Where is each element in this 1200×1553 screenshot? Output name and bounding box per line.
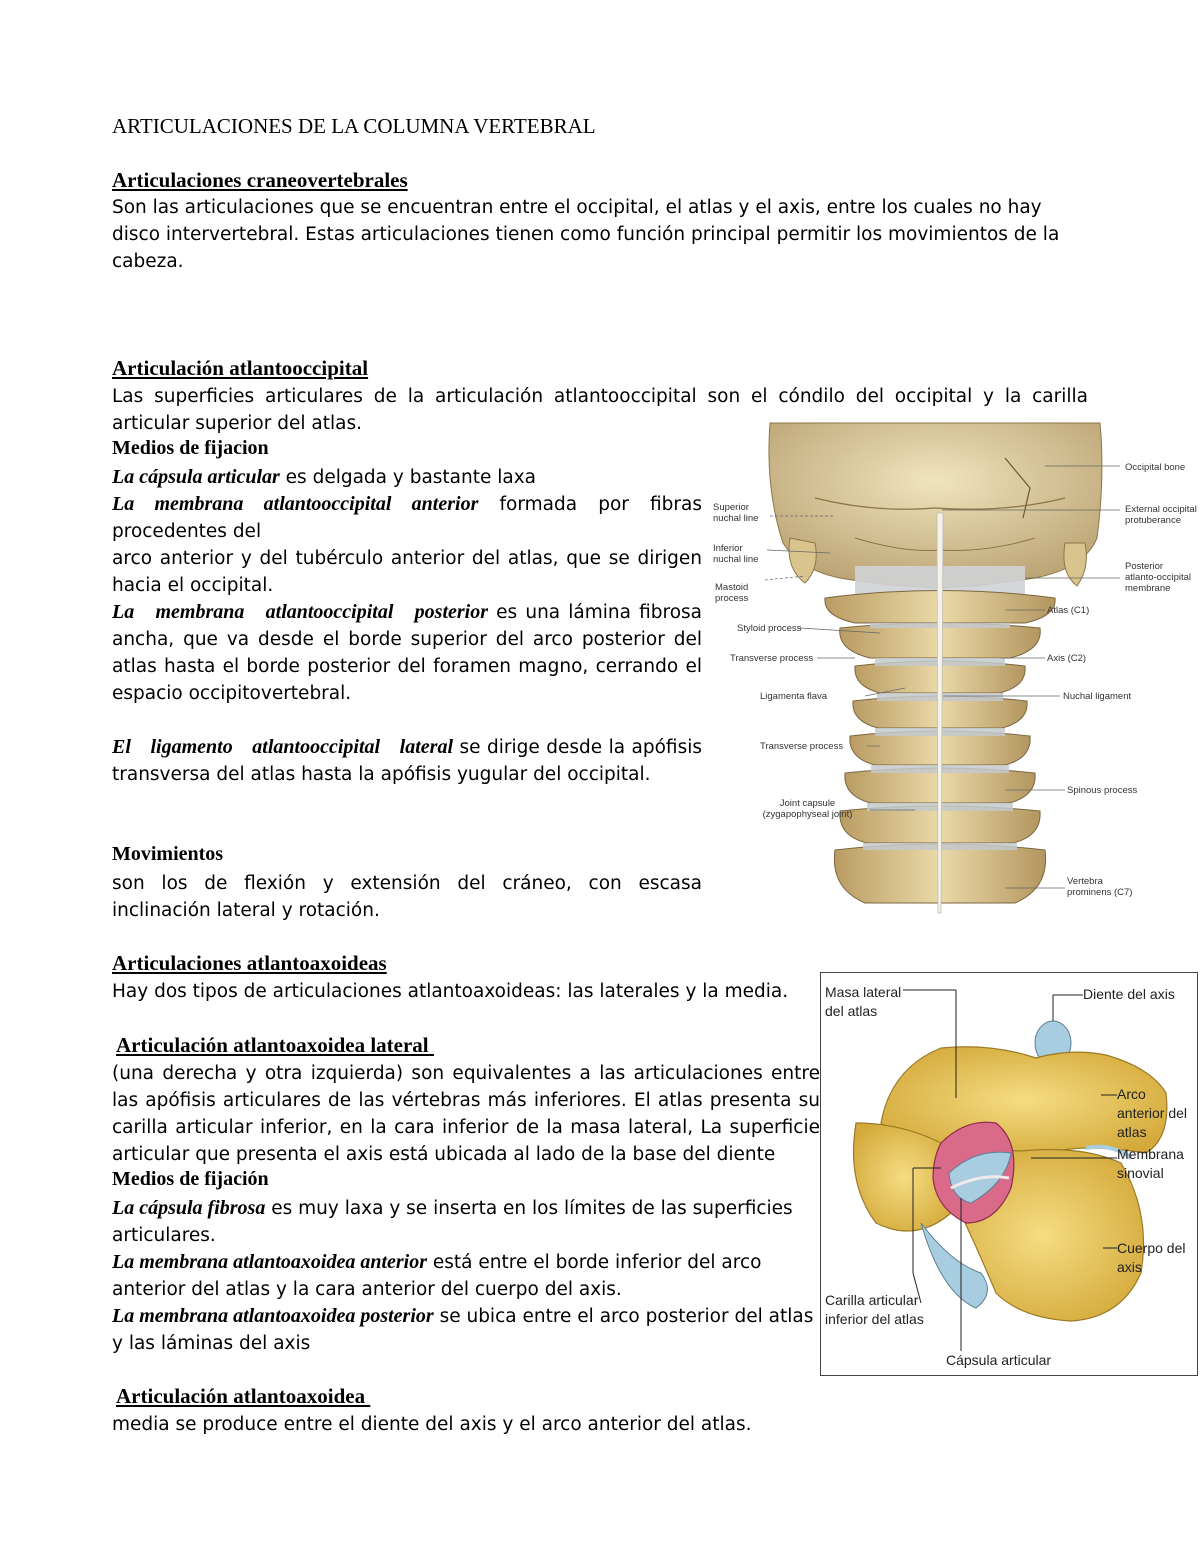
term-membrana-atlantoaxoidea-ant: La membrana atlantoaxoidea anterior (112, 1251, 428, 1273)
desc-capsula-fibrosa: es muy laxa y se inserta en los límites de las superficies articulares. (112, 1198, 793, 1246)
section-heading-atlantooccipital: Articulación atlantooccipital (112, 356, 369, 380)
label-carilla-articular: Carilla articular inferior del atlas (825, 1292, 924, 1327)
label-arco-anterior: Arco anterior del atlas (1117, 1086, 1188, 1140)
section-heading-atlantoaxoideas: Articulaciones atlantoaxoideas (112, 951, 387, 975)
paragraph-lateral: (una derecha y otra izquierda) son equivalentes a las articulaciones entre las apófisis articulares de las vértebras más inferiores. El atlas presenta su carilla articular inferior, en la cara inferior de la masa lateral, La superficie articular que presenta el axis está ubicada al lado de la base del diente (112, 1063, 820, 1165)
section-heading-lateral: Articulación atlantoaxoidea lateral (116, 1033, 434, 1057)
label-mastoid: Mastoid process (715, 582, 749, 604)
subheading-movimientos: Movimientos (112, 843, 224, 865)
label-ligamenta-flava: Ligamenta flava (760, 691, 828, 702)
label-transverse-1: Transverse process (730, 653, 814, 664)
subheading-medios-fijacion: Medios de fijacion (112, 437, 269, 459)
label-posterior-membrane: Posterior atlanto-occipital membrane (1125, 561, 1192, 594)
item-membrana-atlantoaxoidea-ant (112, 1249, 820, 1303)
desc-membrana-ant: formada por fibras procedentes del (112, 494, 702, 542)
label-axis: Axis (C2) (1047, 653, 1087, 664)
label-membrana-sinovial: Membrana sinovial (1117, 1146, 1184, 1181)
paragraph-atlantooccipital: Las superficies articulares de la articulación atlantooccipital son el cóndilo del occipital y la carilla articular superior del atlas. (112, 386, 1088, 434)
term-ligamento-lateral: El ligamento atlantooccipital lateral (112, 736, 454, 758)
section-heading-media: Articulación atlantoaxoidea (116, 1384, 371, 1408)
label-styloid: Styloid process (737, 623, 802, 634)
item-membrana-atlantoaxoidea-post (112, 1303, 820, 1357)
desc-membrana-atlantoaxoidea-post: se ubica entre el arco posterior del atlas y las láminas del axis (112, 1306, 814, 1354)
term-capsula-articular: La cápsula articular (112, 466, 280, 488)
cervical-spine-illustration (705, 418, 1200, 930)
desc-membrana-atlantoaxoidea-ant: está entre el borde inferior del arco anterior del atlas y la cara anterior del cuerpo del axis. (112, 1252, 762, 1300)
label-occipital-bone: Occipital bone (1125, 462, 1186, 473)
label-cuerpo-axis: Cuerpo del axis (1117, 1240, 1186, 1275)
page-title: ARTICULACIONES DE LA COLUMNA VERTEBRAL (112, 114, 596, 138)
term-capsula-fibrosa: La cápsula fibrosa (112, 1197, 266, 1219)
subheading-medios-fijacion-2: Medios de fijación (112, 1168, 269, 1190)
label-transverse-2: Transverse process (760, 741, 844, 752)
figure-cervical-spine (705, 418, 1200, 930)
section-heading-craneovertebrales: Articulaciones craneovertebrales (112, 168, 408, 192)
label-nuchal-ligament: Nuchal ligament (1063, 691, 1132, 702)
label-joint-capsule: Joint capsule (zygapophyseal joint) (762, 798, 853, 820)
label-diente-axis: Diente del axis (1083, 986, 1175, 1002)
label-inferior-nuchal: Inferior nuchal line (713, 543, 759, 565)
desc-membrana-post: es una lámina fibrosa ancha, que va desde el borde superior del arco posterior del atlas hasta el borde posterior del foramen magno, cerrando el espacio occipitovertebral. (112, 602, 703, 704)
paragraph-media: media se produce entre el diente del axis y el arco anterior del atlas. (112, 1414, 752, 1435)
item-membrana-ant (112, 491, 702, 545)
term-membrana-ant: La membrana atlantooccipital anterior (112, 493, 479, 515)
label-spinous: Spinous process (1067, 785, 1138, 796)
item-membrana-post (112, 599, 702, 707)
figure-atlantoaxial-joint (820, 972, 1198, 1376)
paragraph-craneovertebrales: Son las articulaciones que se encuentran entre el occipital, el atlas y el axis, entre los cuales no hay disco intervertebral. Estas articulaciones tienen como función principal permitir los movimientos de la cabeza. (112, 197, 1060, 272)
label-atlas: Atlas (C1) (1047, 605, 1090, 616)
item-capsula-fibrosa (112, 1195, 820, 1249)
label-capsula-articular: Cápsula articular (946, 1352, 1052, 1368)
label-external-occipital: External occipital protuberance (1125, 504, 1197, 526)
label-vertebra-prominens: Vertebra prominens (C7) (1067, 876, 1133, 898)
desc-ligamento-lateral: se dirige desde la apófisis transversa del atlas hasta la apófisis yugular del occipital. (112, 737, 702, 785)
desc-capsula-articular: es delgada y bastante laxa (279, 467, 537, 488)
item-ligamento-lateral (112, 734, 702, 788)
term-membrana-post: La membrana atlantooccipital posterior (112, 601, 489, 623)
term-membrana-atlantoaxoidea-post: La membrana atlantoaxoidea posterior (112, 1305, 434, 1327)
label-masa-lateral: Masa lateral del atlas (825, 984, 902, 1019)
label-superior-nuchal: Superior nuchal line (713, 502, 759, 524)
item-membrana-ant-cont: arco anterior y del tubérculo anterior del atlas, que se dirigen hacia el occipital. (112, 548, 702, 596)
item-capsula-articular (112, 464, 712, 491)
paragraph-atlantoaxoideas: Hay dos tipos de articulaciones atlantoaxoideas: las laterales y la media. (112, 981, 789, 1002)
paragraph-movimientos: son los de flexión y extensión del cráneo, con escasa inclinación lateral y rotación. (112, 873, 702, 921)
